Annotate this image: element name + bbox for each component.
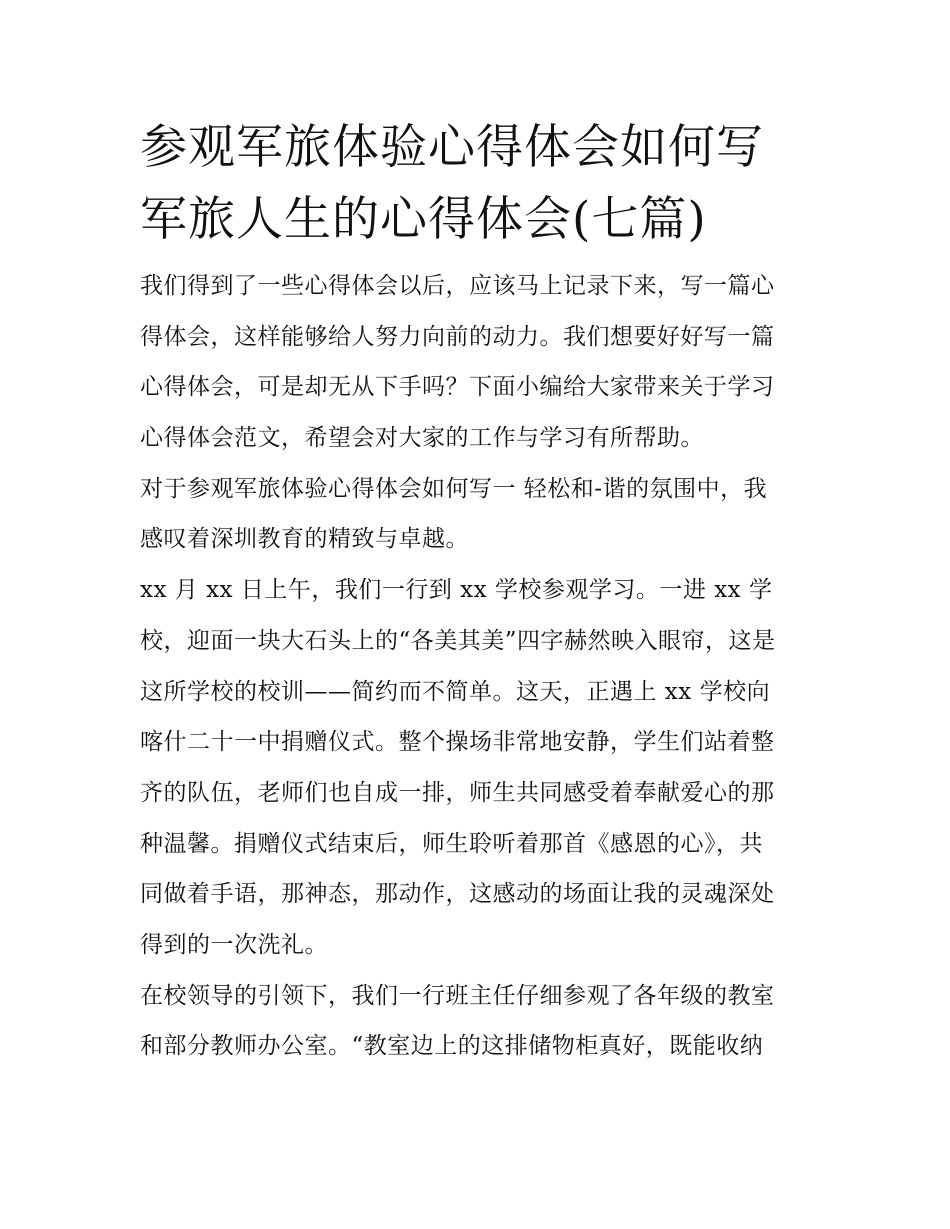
paragraph-heading-one xyxy=(140,464,812,565)
document-content xyxy=(140,112,812,1072)
text-line: 得到的一次洗礼。 xyxy=(140,931,328,958)
text-line: 在校领导的引领下，我们一行班主任仔细参观了各年级的教室 xyxy=(140,982,775,1009)
document-title xyxy=(140,112,812,256)
text-line: 喀什二十一中捐赠仪式。整个操场非常地安静，学生们站着整 xyxy=(140,729,775,756)
title-line: 军旅人生的心得体会(七篇) xyxy=(140,192,707,247)
text-line: 心得体会，可是却无从下手吗？下面小编给大家带来关于学习 xyxy=(140,374,775,401)
title-line: 参观军旅体验心得体会如何写 xyxy=(140,120,764,175)
paragraph-intro xyxy=(140,261,812,464)
paragraph-school-visit xyxy=(140,565,812,971)
text-line: 校，迎面一块大石头上的“各美其美”四字赫然映入眼帘，这是 xyxy=(140,627,776,654)
text-line: 齐的队伍，老师们也自成一排，师生共同感受着奉献爱心的那 xyxy=(140,779,775,806)
paragraph-classroom-tour xyxy=(140,971,812,1072)
text-line: 感叹着深圳教育的精致与卓越。 xyxy=(140,526,469,553)
text-line: 和部分教师办公室。“教室边上的这排储物柜真好，既能收纳 xyxy=(140,1033,764,1060)
text-line: 这所学校的校训——简约而不简单。这天，正遇上 xx 学校向 xyxy=(140,678,771,705)
text-line: xx 月 xx 日上午，我们一行到 xx 学校参观学习。一进 xx 学 xyxy=(140,577,773,604)
text-line: 得体会，这样能够给人努力向前的动力。我们想要好好写一篇 xyxy=(140,323,775,350)
text-line: 种温馨。捐赠仪式结束后，师生聆听着那首《感恩的心》，共 xyxy=(140,830,763,857)
text-line: 对于参观军旅体验心得体会如何写一 轻松和-谐的氛围中，我 xyxy=(140,475,768,502)
text-line: 我们得到了一些心得体会以后，应该马上记录下来，写一篇心 xyxy=(140,273,775,299)
text-line: 同做着手语，那神态，那动作，这感动的场面让我的灵魂深处 xyxy=(140,881,775,908)
text-line: 心得体会范文，希望会对大家的工作与学习有所帮助。 xyxy=(140,425,704,452)
